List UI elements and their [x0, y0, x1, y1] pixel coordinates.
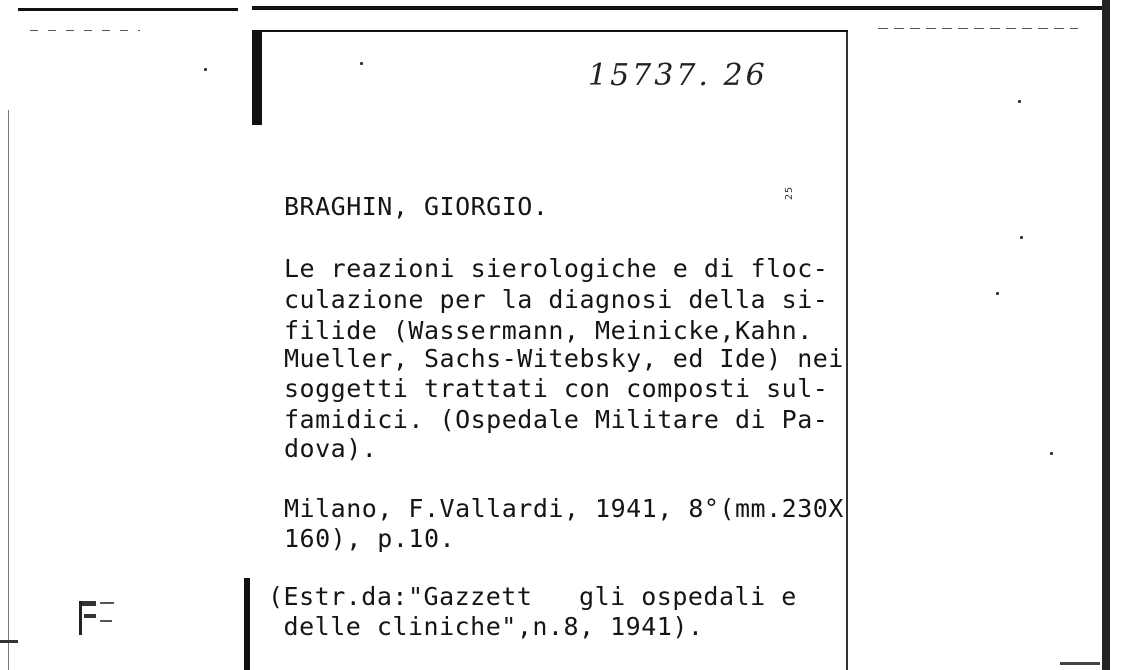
note-line: (Estr.da:"Gazzett gli ospedali e: [268, 582, 797, 611]
bottom-left-mark: [0, 640, 18, 643]
title-line: filide (Wassermann, Meinicke,Kahn.: [284, 316, 813, 345]
author-heading: BRAGHIN, GIORGIO.: [284, 192, 549, 221]
imprint-line: 160), p.10.: [284, 524, 456, 553]
accession-number: 15737. 26: [588, 58, 768, 93]
speck: [1050, 452, 1053, 455]
card-top-border: [260, 30, 848, 32]
title-line: dova).: [284, 434, 378, 463]
speck: [360, 62, 363, 65]
top-rule-right: [252, 6, 1102, 10]
corner-stamp-icon: [78, 598, 120, 638]
bottom-right-mark: [1060, 662, 1100, 665]
title-line: Mueller, Sachs-Witebsky, ed Ide) nei: [284, 344, 844, 373]
left-page-edge: [8, 110, 9, 670]
speck: [204, 68, 207, 71]
card-left-lower-bar: [244, 578, 250, 670]
card-right-border: [846, 32, 848, 670]
dash-mark: [30, 30, 140, 31]
speck: [1018, 100, 1021, 103]
title-line: Le reazioni sierologiche e di floc-: [284, 254, 829, 283]
side-stamp: 25: [784, 185, 795, 200]
title-line: soggetti trattati con composti sul-: [284, 374, 829, 403]
top-rule-left: [18, 8, 238, 11]
title-line: culazione per la diagnosi della si-: [284, 285, 829, 314]
imprint-line: Milano, F.Vallardi, 1941, 8°(mm.230X: [284, 494, 844, 523]
note-line: delle cliniche",n.8, 1941).: [268, 612, 704, 641]
speck: [996, 292, 999, 295]
speck: [1020, 236, 1023, 239]
card-left-thick-bar: [252, 30, 262, 125]
right-edge-bar: [1102, 0, 1110, 670]
title-line: famidici. (Ospedale Militare di Pa-: [284, 405, 829, 434]
dash-mark: [878, 28, 1078, 29]
